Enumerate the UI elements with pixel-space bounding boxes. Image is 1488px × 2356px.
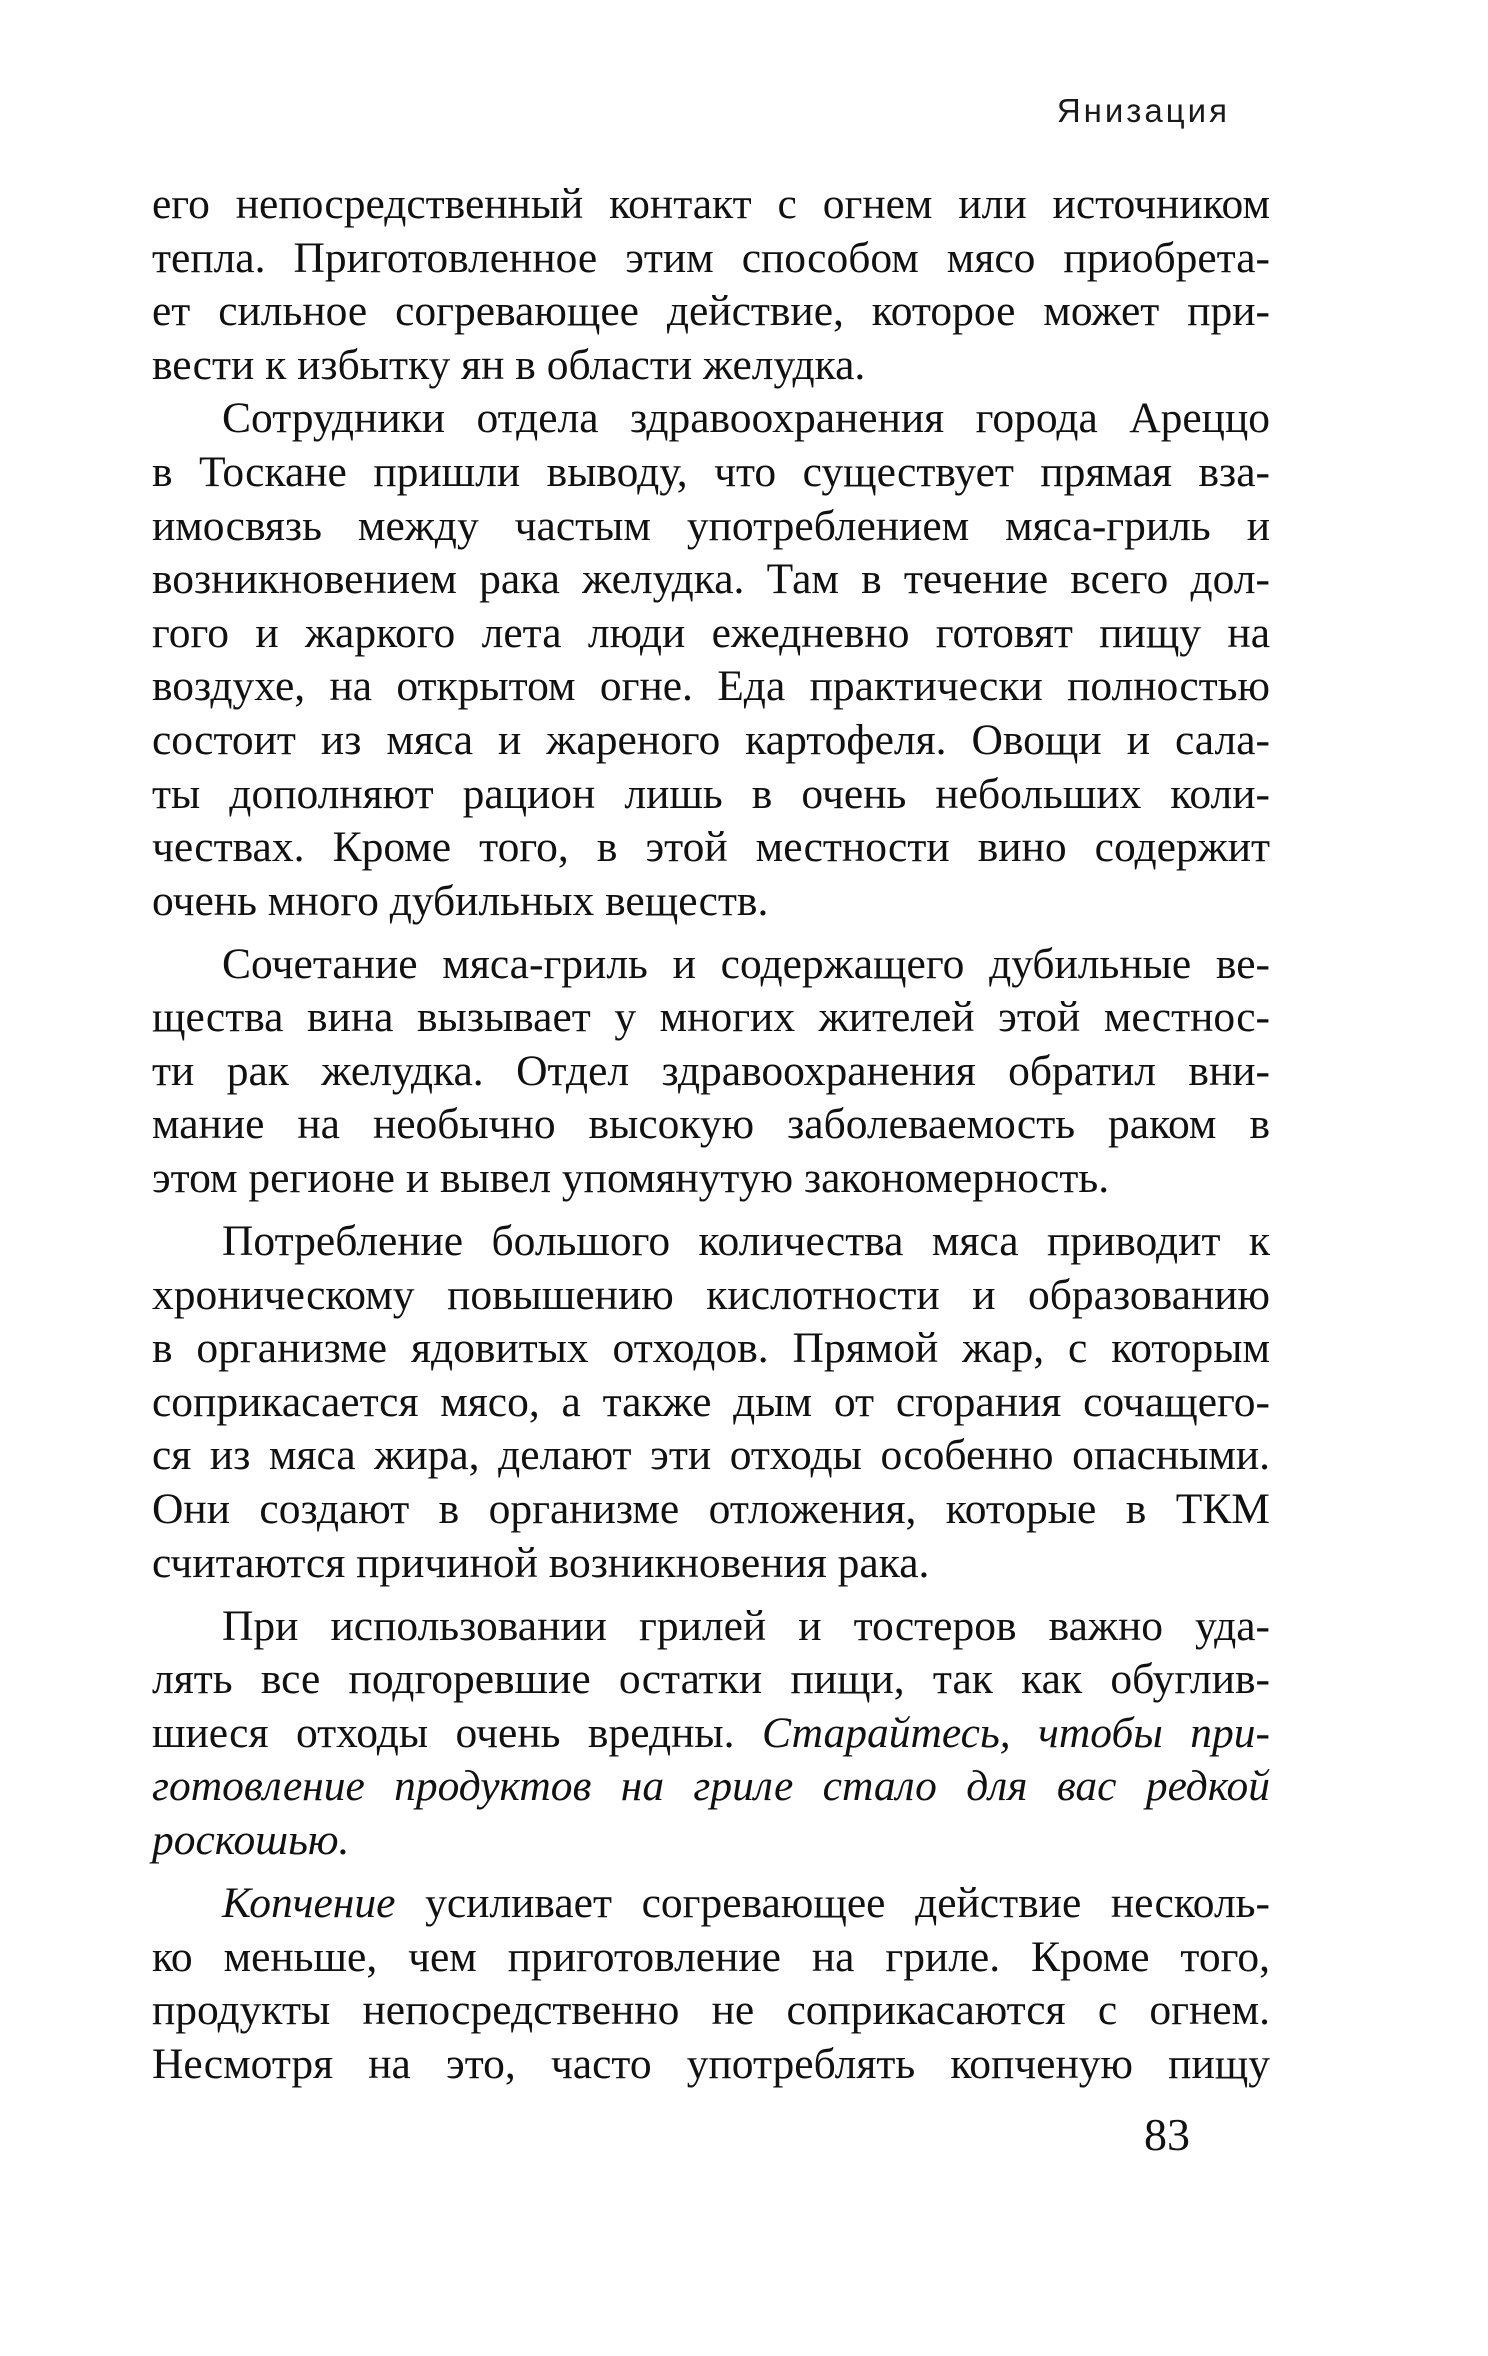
text-line: щества вина вызывает у многих жителей этой местнос- xyxy=(152,993,1270,1042)
paragraph-5 xyxy=(152,1600,1270,1868)
text-line: считаются причиной возникновения рака. xyxy=(152,1538,930,1587)
emphasis-text: Старайтесь, чтобы при- xyxy=(761,1708,1270,1757)
text-fragment: шиеся отходы очень вредны. xyxy=(152,1708,762,1757)
text-line xyxy=(152,1814,1270,1868)
paragraph-1 xyxy=(152,178,1270,392)
text-line: ты дополняют рацион лишь в очень небольших коли- xyxy=(152,769,1270,818)
text-line xyxy=(152,1707,1270,1761)
text-line: гого и жаркого лета люди ежедневно готовят пищу на xyxy=(152,608,1270,657)
text-line xyxy=(152,1877,1270,1931)
text-line: вести к избытку ян в области желудка. xyxy=(152,340,866,389)
text-line: Они создают в организме отложения, которые в ТКМ xyxy=(152,1485,1270,1534)
text-line: соприкасается мясо, а также дым от сгорания сочащего- xyxy=(152,1377,1270,1426)
text-line: Несмотря на это, часто употреблять копченую пищу xyxy=(152,2039,1270,2088)
text-line: его непосредственный контакт с огнем или источником xyxy=(152,180,1270,228)
text-line: хроническому повышению кислотности и образованию xyxy=(152,1270,1270,1319)
text-line: имосвязь между частым употреблением мяса-гриль и xyxy=(152,501,1270,550)
paragraph-6 xyxy=(152,1877,1270,2091)
text-line: чествах. Кроме того, в этой местности вино содержит xyxy=(152,823,1270,872)
text-line xyxy=(152,1760,1270,1814)
text-line: При использовании грилей и тостеров важно уда- xyxy=(222,1601,1270,1650)
text-fragment: усиливает согревающее действие несколь- xyxy=(395,1878,1270,1927)
page-number: 83 xyxy=(1144,2109,1190,2160)
text-line: ет сильное согревающее действие, которое может при- xyxy=(152,287,1270,336)
text-line: тепла. Приготовленное этим способом мясо приобрета- xyxy=(152,233,1270,282)
text-line: мание на необычно высокую заболеваемость раком в xyxy=(152,1100,1270,1149)
text-line: очень много дубильных веществ. xyxy=(152,876,769,925)
text-line: ся из мяса жира, делают эти отходы особенно опасными. xyxy=(152,1431,1270,1480)
text-line: состоит из мяса и жареного картофеля. Овощи и сала- xyxy=(152,715,1270,764)
text-line: Сочетание мяса-гриль и содержащего дубильные ве- xyxy=(222,939,1270,988)
running-title: Янизация xyxy=(1056,92,1230,129)
text-line: воздухе, на открытом огне. Еда практически полностью xyxy=(152,662,1270,711)
paragraph-2 xyxy=(152,392,1270,928)
text-line: в организме ядовитых отходов. Прямой жар, с которым xyxy=(152,1324,1270,1373)
emphasis-text: готовление продуктов на гриле стало для вас редкой xyxy=(152,1762,1270,1811)
text-line: лять все подгоревшие остатки пищи, так как обуглив- xyxy=(152,1655,1270,1704)
text-line: в Тоскане пришли выводу, что существует прямая вза- xyxy=(152,447,1270,496)
emphasis-text: роскошью. xyxy=(152,1815,350,1864)
paragraph-4 xyxy=(152,1215,1270,1590)
text-line: Потребление большого количества мяса приводит к xyxy=(222,1217,1270,1266)
text-line: продукты непосредственно не соприкасаются с огнем. xyxy=(152,1986,1270,2035)
emphasis-text: Копчение xyxy=(222,1878,396,1927)
text-line: возникновением рака желудка. Там в течение всего дол- xyxy=(152,555,1270,604)
text-line: этом регионе и вывел упомянутую закономерность. xyxy=(152,1154,1110,1203)
text-line: Сотрудники отдела здравоохранения города Ареццо xyxy=(222,394,1270,443)
page-body xyxy=(152,178,1270,2091)
paragraph-3 xyxy=(152,938,1270,1206)
text-line: ко меньше, чем приготовление на гриле. Кроме того, xyxy=(152,1932,1270,1981)
text-line: ти рак желудка. Отдел здравоохранения обратил вни- xyxy=(152,1046,1270,1095)
